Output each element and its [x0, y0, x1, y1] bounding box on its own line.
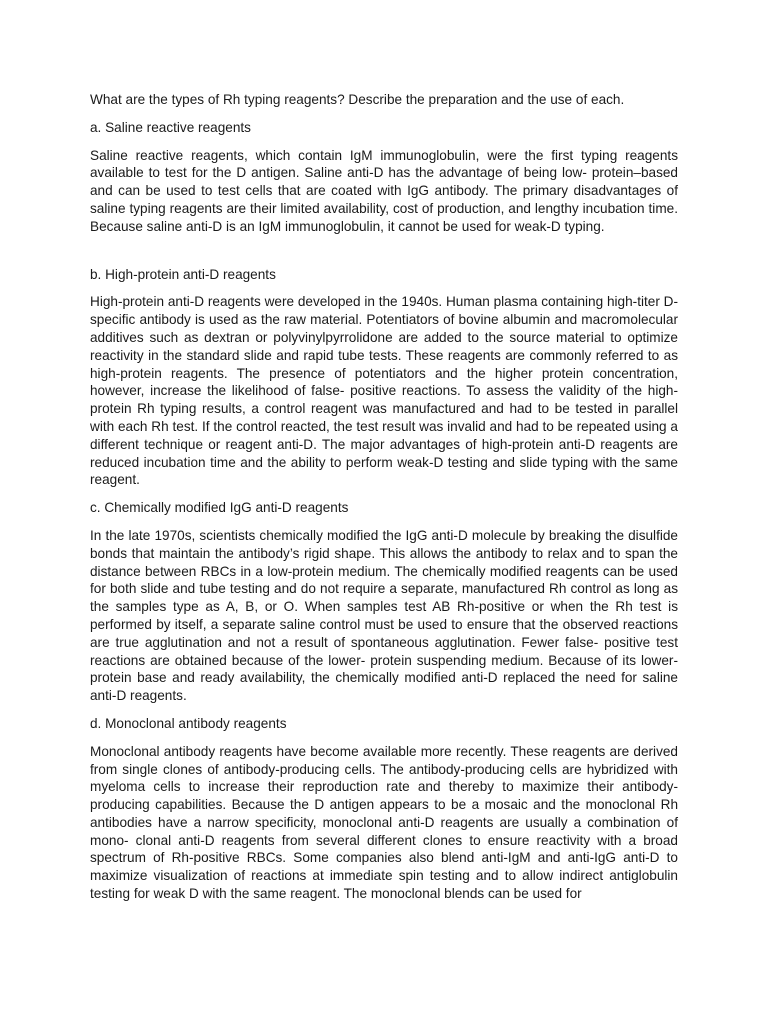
section-c-body: In the late 1970s, scientists chemically modified the IgG anti-D molecule by breaking the disulfide bonds that maintain the antibody’s rigid shape. This allows the antibody to relax and to span the distance between RBCs in a low-protein medium. The chemically modified reagents can be used for both slide and tube testing and do not require a separate, manufactured Rh control as long as the samples type as A, B, or O. When samples test AB Rh-positive or when the Rh test is performed by itself, a separate saline control must be used to ensure that the observed reactions are true agglutination and not a result of spontaneous agglutination. Fewer false- positive test reactions are obtained because of the lower- protein suspending medium. Because of its lower-protein base and ready availability, the chemically modified anti-D replaced the need for saline anti-D reagents.	[90, 527, 678, 704]
section-spacer	[90, 246, 678, 266]
section-a-heading: a. Saline reactive reagents	[90, 119, 251, 135]
question-text: What are the types of Rh typing reagents? Describe the preparation and the use of each.	[90, 92, 625, 107]
section-b-body: High-protein anti-D reagents were developed in the 1940s. Human plasma containing high-titer D-specific antibody is used as the raw material. Potentiators of bovine albumin and macromolecular additives such as dextran or polyvinylpyrrolidone are added to the source material to optimize reactivity in the standard slide and rapid tube tests. These reagents are commonly referred to as high-protein reagents. The presence of potentiators and the higher protein concentration, however, increase the likelihood of false- positive reactions. To assess the validity of the high-protein Rh typing results, a control reagent was manufactured and had to be tested in parallel with each Rh test. If the control reacted, the test result was invalid and had to be repeated using a different technique or reagent anti-D. The major advantages of high-protein anti-D reagents are reduced incubation time and the ability to perform weak-D testing and slide typing with the same reagent.	[90, 294, 678, 488]
section-d-heading: d. Monoclonal antibody reagents	[90, 715, 287, 731]
section-a-body: Saline reactive reagents, which contain IgM immunoglobulin, were the first typing reagents available to test for the D antigen. Saline anti-D has the advantage of being low- protein–based and can be used to test cells that are coated with IgG antibody. The primary disadvantages of saline typing reagents are their limited availability, cost of production, and lengthy incubation time. Because saline anti-D is an IgM immunoglobulin, it cannot be used for weak-D typing.	[90, 147, 678, 234]
document-page	[90, 91, 678, 913]
section-b-heading: b. High-protein anti-D reagents	[90, 266, 276, 282]
section-c-heading: c. Chemically modified IgG anti-D reagents	[90, 500, 349, 516]
section-d-body: Monoclonal antibody reagents have become available more recently. These reagents are derived from single clones of antibody-producing cells. The antibody-producing cells are hybridized with myeloma cells to increase their reproduction rate and thereby to maximize their antibody-producing capabilities. Because the D antigen appears to be a mosaic and the monoclonal Rh antibodies have a narrow specificity, monoclonal anti-D reagents are usually a combination of mono- clonal anti-D reagents from several different clones to ensure reactivity with a broad spectrum of Rh-positive RBCs. Some companies also blend anti-IgM and anti-IgG anti-D to maximize visualization of reactions at immediate spin testing and to allow indirect antiglobulin testing for weak D with the same reagent. The monoclonal blends can be used for	[90, 743, 678, 902]
